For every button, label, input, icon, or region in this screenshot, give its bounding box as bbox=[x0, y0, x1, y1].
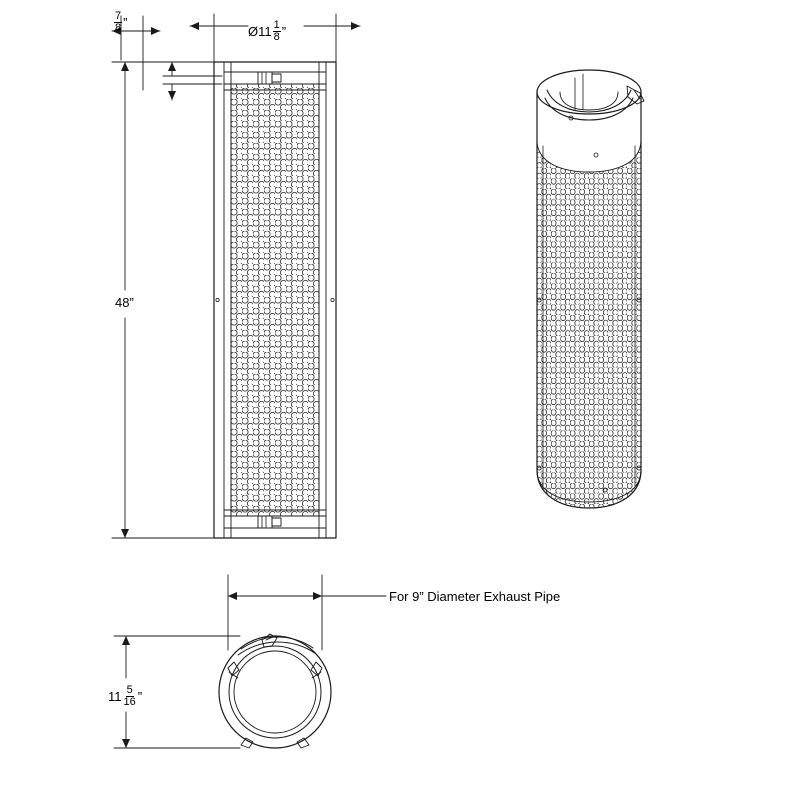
diameter-whole: 11 bbox=[258, 23, 272, 39]
band-height-unit: ” bbox=[137, 688, 143, 704]
dimension-overall-length: 48” bbox=[115, 295, 134, 310]
front-elevation-view bbox=[112, 14, 360, 538]
dimension-band-height bbox=[108, 686, 142, 709]
pipe-diameter-note: For 9” Diameter Exhaust Pipe bbox=[389, 589, 561, 604]
dimension-wall-offset bbox=[113, 12, 127, 35]
diameter-unit: ” bbox=[281, 23, 287, 39]
diameter-symbol: Ø bbox=[248, 23, 259, 39]
dimension-outer-diameter bbox=[248, 21, 286, 44]
wall-offset-unit: ” bbox=[123, 14, 128, 30]
band-height-fraction: $\frac{5}{16}$ bbox=[123, 684, 136, 708]
diameter-fraction: $\frac{1}{8}$ bbox=[273, 19, 280, 43]
wall-offset-fraction: $\frac{7}{8}$ bbox=[115, 10, 122, 34]
band-height-whole: 11 bbox=[108, 688, 122, 704]
isometric-view bbox=[530, 70, 650, 510]
